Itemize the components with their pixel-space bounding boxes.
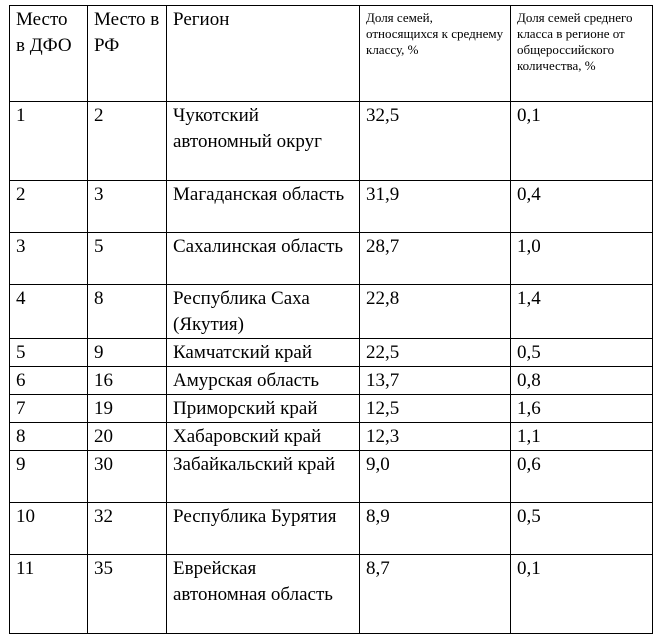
cell-family-share: 22,8 [360, 285, 511, 339]
cell-national-share: 0,5 [511, 339, 653, 367]
cell-place-dfo: 9 [10, 451, 88, 503]
header-family-share: Доля семей, относящихся к среднему классу, % [360, 6, 511, 102]
table-row [10, 339, 653, 367]
cell-family-share: 8,7 [360, 555, 511, 634]
cell-region: Республика Саха (Якутия) [167, 285, 360, 339]
cell-place-dfo: 8 [10, 423, 88, 451]
cell-national-share: 1,0 [511, 233, 653, 285]
cell-place-rf: 19 [88, 395, 167, 423]
cell-place-rf: 9 [88, 339, 167, 367]
cell-family-share: 12,5 [360, 395, 511, 423]
cell-place-rf: 30 [88, 451, 167, 503]
cell-place-rf: 5 [88, 233, 167, 285]
cell-place-rf: 3 [88, 181, 167, 233]
cell-national-share: 0,1 [511, 555, 653, 634]
table-row [10, 395, 653, 423]
table-row [10, 423, 653, 451]
cell-national-share: 0,5 [511, 503, 653, 555]
cell-place-dfo: 11 [10, 555, 88, 634]
cell-family-share: 8,9 [360, 503, 511, 555]
cell-national-share: 0,8 [511, 367, 653, 395]
header-place-rf: Место в РФ [88, 6, 167, 102]
cell-place-dfo: 7 [10, 395, 88, 423]
cell-family-share: 13,7 [360, 367, 511, 395]
cell-family-share: 31,9 [360, 181, 511, 233]
cell-place-rf: 2 [88, 102, 167, 181]
cell-region: Магаданская область [167, 181, 360, 233]
cell-region: Чукотский автономный округ [167, 102, 360, 181]
table-row [10, 285, 653, 339]
cell-region: Хабаровский край [167, 423, 360, 451]
table-row [10, 181, 653, 233]
table-row [10, 555, 653, 634]
cell-national-share: 0,1 [511, 102, 653, 181]
cell-national-share: 1,4 [511, 285, 653, 339]
cell-place-rf: 8 [88, 285, 167, 339]
cell-place-rf: 35 [88, 555, 167, 634]
cell-place-dfo: 10 [10, 503, 88, 555]
cell-region: Камчатский край [167, 339, 360, 367]
cell-family-share: 32,5 [360, 102, 511, 181]
cell-region: Забайкальский край [167, 451, 360, 503]
table-row [10, 451, 653, 503]
cell-region: Амурская область [167, 367, 360, 395]
cell-region: Сахалинская область [167, 233, 360, 285]
table-row [10, 367, 653, 395]
cell-family-share: 12,3 [360, 423, 511, 451]
cell-place-dfo: 1 [10, 102, 88, 181]
cell-place-dfo: 2 [10, 181, 88, 233]
cell-place-rf: 32 [88, 503, 167, 555]
cell-place-dfo: 4 [10, 285, 88, 339]
cell-place-dfo: 5 [10, 339, 88, 367]
header-row [10, 6, 653, 102]
cell-place-dfo: 3 [10, 233, 88, 285]
header-place-dfo: Место в ДФО [10, 6, 88, 102]
cell-region: Приморский край [167, 395, 360, 423]
cell-region: Еврейская автономная область [167, 555, 360, 634]
cell-national-share: 0,6 [511, 451, 653, 503]
cell-place-dfo: 6 [10, 367, 88, 395]
cell-place-rf: 20 [88, 423, 167, 451]
header-region: Регион [167, 6, 360, 102]
table-row [10, 503, 653, 555]
cell-family-share: 22,5 [360, 339, 511, 367]
cell-national-share: 1,6 [511, 395, 653, 423]
cell-family-share: 9,0 [360, 451, 511, 503]
header-national-share: Доля семей среднего класса в регионе от общероссийского количества, % [511, 6, 653, 102]
cell-national-share: 0,4 [511, 181, 653, 233]
cell-place-rf: 16 [88, 367, 167, 395]
table-row [10, 233, 653, 285]
cell-region: Республика Бурятия [167, 503, 360, 555]
cell-national-share: 1,1 [511, 423, 653, 451]
region-table [9, 5, 653, 634]
cell-family-share: 28,7 [360, 233, 511, 285]
table-row [10, 102, 653, 181]
